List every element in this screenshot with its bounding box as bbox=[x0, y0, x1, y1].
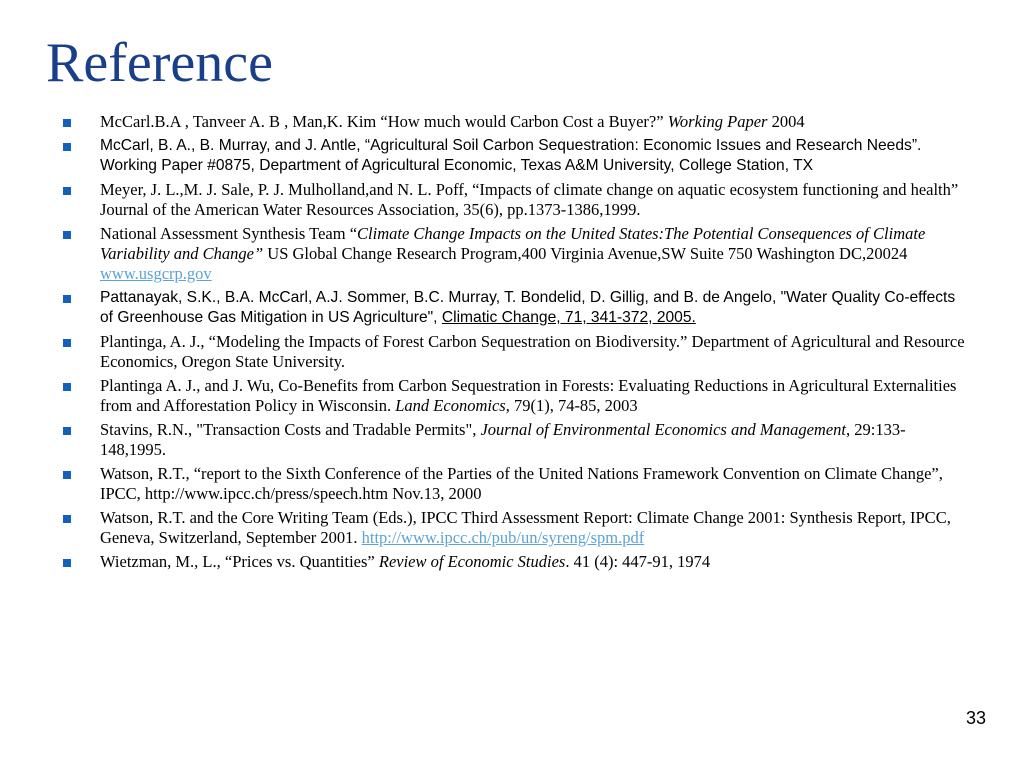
reference-item bbox=[60, 420, 965, 460]
reference-text: Stavins, R.N., "Transaction Costs and Tradable Permits", bbox=[100, 420, 481, 439]
bullet-icon bbox=[63, 143, 71, 151]
reference-italic: Review of Economic Studies bbox=[378, 552, 566, 571]
reference-italic: Journal of Environmental Economics and Management bbox=[480, 420, 846, 439]
reference-text: Watson, R.T., “report to the Sixth Conference of the Parties of the United Nations Framework Convention on Climate Change”, IPCC, http://www.ipcc.ch/press/speech.htm Nov.13, 2000 bbox=[100, 464, 943, 503]
reference-item bbox=[60, 288, 965, 328]
bullet-icon bbox=[63, 339, 71, 347]
bullet-icon bbox=[63, 471, 71, 479]
reference-text: , 29:133-148,1995. bbox=[100, 420, 906, 459]
reference-text: McCarl, B. A., B. Murray, and J. Antle, “Agricultural Soil Carbon Sequestration: Economic Issues and Research Needs”. Working Paper #0875, Department of Agricultural Economic, Texas A&M University, College Station, TX bbox=[100, 137, 922, 174]
page-title: Reference bbox=[46, 32, 273, 94]
reference-text: , 79(1), 74-85, 2003 bbox=[505, 396, 638, 415]
bullet-icon bbox=[63, 427, 71, 435]
reference-item bbox=[60, 112, 965, 132]
reference-text: McCarl.B.A , Tanveer A. B , Man,K. Kim “How much would Carbon Cost a Buyer?” bbox=[100, 112, 668, 131]
reference-item bbox=[60, 552, 965, 572]
reference-link[interactable]: Climatic Change, 71, 341-372, 2005. bbox=[441, 309, 696, 326]
reference-item bbox=[60, 376, 965, 416]
bullet-icon bbox=[63, 383, 71, 391]
reference-text: Plantinga A. J., and J. Wu, Co-Benefits from Carbon Sequestration in Forests: Evaluating Reductions in Agricultural Externalities from and Afforestation Policy in Wisconsin. bbox=[100, 376, 957, 415]
reference-item bbox=[60, 508, 965, 548]
reference-item bbox=[60, 224, 965, 284]
reference-text: Watson, R.T. and the Core Writing Team (Eds.), IPCC Third Assessment Report: Climate Change 2001: Synthesis Report, IPCC, Geneva, Switzerland, September 2001. bbox=[100, 508, 951, 547]
reference-italic: Land Economics bbox=[395, 396, 506, 415]
bullet-icon bbox=[63, 295, 71, 303]
reference-text: National Assessment Synthesis Team “ bbox=[100, 224, 358, 243]
reference-text: . 41 (4): 447-91, 1974 bbox=[565, 552, 711, 571]
reference-item bbox=[60, 332, 965, 372]
reference-list bbox=[60, 112, 965, 576]
reference-link[interactable]: www.usgcrp.gov bbox=[100, 264, 212, 283]
reference-text: 2004 bbox=[767, 112, 805, 131]
page-number: 33 bbox=[965, 708, 986, 728]
reference-item bbox=[60, 180, 965, 220]
reference-italic: Climate Change Impacts on the United States:The Potential Consequences of Climate Variability and Change” bbox=[100, 224, 926, 263]
reference-text: Meyer, J. L.,M. J. Sale, P. J. Mulholland,and N. L. Poff, “Impacts of climate change on aquatic ecosystem functioning and health” Journal of the American Water Resources Association, 35(6), pp.1373-1386,1999. bbox=[100, 180, 959, 219]
reference-italic: Working Paper bbox=[667, 112, 768, 131]
reference-link[interactable]: http://www.ipcc.ch/pub/un/syreng/spm.pdf bbox=[361, 528, 645, 547]
bullet-icon bbox=[63, 187, 71, 195]
reference-text: Pattanayak, S.K., B.A. McCarl, A.J. Sommer, B.C. Murray, T. Bondelid, D. Gillig, and B. de Angelo, "Water Quality Co-effects of Greenhouse Gas Mitigation in US Agriculture", bbox=[100, 289, 956, 326]
reference-item bbox=[60, 464, 965, 504]
bullet-icon bbox=[63, 559, 71, 567]
bullet-icon bbox=[63, 231, 71, 239]
bullet-icon bbox=[63, 119, 71, 127]
bullet-icon bbox=[63, 515, 71, 523]
reference-text: US Global Change Research Program,400 Virginia Avenue,SW Suite 750 Washington DC,20024 bbox=[263, 244, 908, 263]
reference-text: Wietzman, M., L., “Prices vs. Quantities” bbox=[100, 552, 379, 571]
reference-text: Plantinga, A. J., “Modeling the Impacts of Forest Carbon Sequestration on Biodiversity.” Department of Agricultural and Resource Economics, Oregon State University. bbox=[100, 332, 965, 371]
reference-item bbox=[60, 136, 965, 176]
